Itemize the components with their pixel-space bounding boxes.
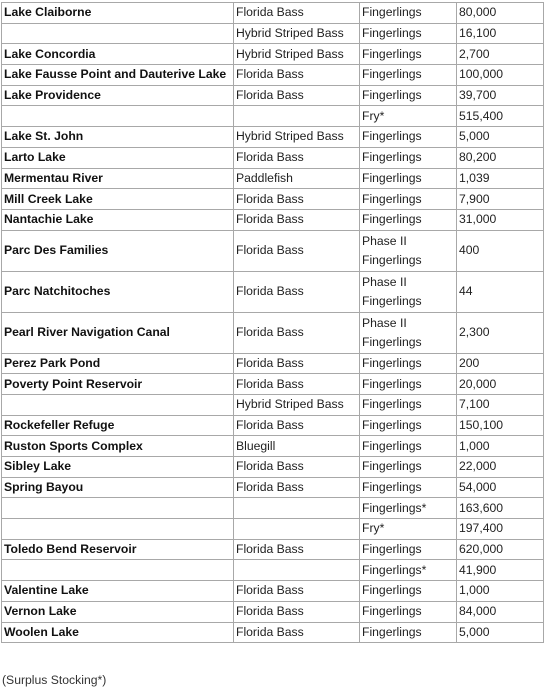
species-cell: Paddlefish	[234, 168, 360, 189]
species-cell: Florida Bass	[234, 147, 360, 168]
table-row	[2, 127, 544, 148]
number-cell: 515,400	[457, 106, 544, 127]
species-cell	[234, 498, 360, 519]
species-cell: Bluegill	[234, 436, 360, 457]
waterbody-cell: Lake Fausse Point and Dauterive Lake	[2, 65, 234, 86]
waterbody-cell: Larto Lake	[2, 147, 234, 168]
number-cell: 620,000	[457, 539, 544, 560]
species-cell	[234, 519, 360, 540]
number-cell: 163,600	[457, 498, 544, 519]
table-row	[2, 3, 544, 24]
number-cell: 44	[457, 271, 544, 312]
size-cell: Fingerlings	[360, 374, 457, 395]
number-cell: 1,000	[457, 581, 544, 602]
table-row	[2, 498, 544, 519]
waterbody-cell: Valentine Lake	[2, 581, 234, 602]
number-cell: 5,000	[457, 127, 544, 148]
table-row	[2, 457, 544, 478]
waterbody-cell: Perez Park Pond	[2, 353, 234, 374]
size-cell: Fingerlings	[360, 539, 457, 560]
species-cell: Hybrid Striped Bass	[234, 23, 360, 44]
number-cell: 400	[457, 230, 544, 271]
number-cell: 22,000	[457, 457, 544, 478]
size-cell: Fry*	[360, 106, 457, 127]
size-cell: Phase II Fingerlings	[360, 230, 457, 271]
species-cell	[234, 106, 360, 127]
species-cell: Florida Bass	[234, 415, 360, 436]
waterbody-cell: Sibley Lake	[2, 457, 234, 478]
size-cell: Fingerlings	[360, 581, 457, 602]
waterbody-cell: Poverty Point Reservoir	[2, 374, 234, 395]
stocking-table	[1, 2, 544, 643]
table-row	[2, 85, 544, 106]
species-cell: Florida Bass	[234, 271, 360, 312]
number-cell: 7,900	[457, 189, 544, 210]
size-cell: Fingerlings	[360, 127, 457, 148]
number-cell: 41,900	[457, 560, 544, 581]
waterbody-cell: Mill Creek Lake	[2, 189, 234, 210]
number-cell: 84,000	[457, 601, 544, 622]
number-cell: 197,400	[457, 519, 544, 540]
table-row	[2, 65, 544, 86]
waterbody-cell	[2, 394, 234, 415]
table-row	[2, 622, 544, 643]
waterbody-cell: Pearl River Navigation Canal	[2, 312, 234, 353]
table-row	[2, 519, 544, 540]
table-row	[2, 168, 544, 189]
table-row	[2, 539, 544, 560]
waterbody-cell: Lake St. John	[2, 127, 234, 148]
table-row	[2, 230, 544, 271]
waterbody-cell: Vernon Lake	[2, 601, 234, 622]
species-cell: Florida Bass	[234, 622, 360, 643]
number-cell: 100,000	[457, 65, 544, 86]
species-cell: Florida Bass	[234, 189, 360, 210]
waterbody-cell	[2, 23, 234, 44]
species-cell: Florida Bass	[234, 601, 360, 622]
waterbody-cell: Lake Concordia	[2, 44, 234, 65]
table-row	[2, 147, 544, 168]
waterbody-cell	[2, 106, 234, 127]
species-cell: Florida Bass	[234, 581, 360, 602]
number-cell: 7,100	[457, 394, 544, 415]
species-cell: Florida Bass	[234, 353, 360, 374]
waterbody-cell	[2, 498, 234, 519]
number-cell: 1,000	[457, 436, 544, 457]
species-cell: Hybrid Striped Bass	[234, 44, 360, 65]
size-cell: Fingerlings*	[360, 560, 457, 581]
size-cell: Fingerlings	[360, 3, 457, 24]
stocking-table-body	[2, 3, 544, 643]
waterbody-cell: Parc Des Families	[2, 230, 234, 271]
number-cell: 200	[457, 353, 544, 374]
waterbody-cell: Mermentau River	[2, 168, 234, 189]
waterbody-cell: Parc Natchitoches	[2, 271, 234, 312]
size-cell: Fry*	[360, 519, 457, 540]
species-cell: Florida Bass	[234, 457, 360, 478]
size-cell: Fingerlings	[360, 394, 457, 415]
species-cell	[234, 560, 360, 581]
size-cell: Fingerlings	[360, 65, 457, 86]
size-cell: Fingerlings	[360, 353, 457, 374]
table-row	[2, 106, 544, 127]
waterbody-cell: Lake Claiborne	[2, 3, 234, 24]
table-row	[2, 209, 544, 230]
number-cell: 2,300	[457, 312, 544, 353]
species-cell: Florida Bass	[234, 209, 360, 230]
table-row	[2, 374, 544, 395]
size-cell: Fingerlings	[360, 601, 457, 622]
waterbody-cell: Toledo Bend Reservoir	[2, 539, 234, 560]
number-cell: 5,000	[457, 622, 544, 643]
table-row	[2, 601, 544, 622]
table-row	[2, 271, 544, 312]
waterbody-cell: Nantachie Lake	[2, 209, 234, 230]
number-cell: 2,700	[457, 44, 544, 65]
size-cell: Fingerlings	[360, 85, 457, 106]
table-row	[2, 477, 544, 498]
table-row	[2, 189, 544, 210]
waterbody-cell: Ruston Sports Complex	[2, 436, 234, 457]
table-row	[2, 415, 544, 436]
species-cell: Florida Bass	[234, 477, 360, 498]
size-cell: Fingerlings*	[360, 498, 457, 519]
table-row	[2, 44, 544, 65]
table-row	[2, 23, 544, 44]
table-row	[2, 353, 544, 374]
table-row	[2, 436, 544, 457]
number-cell: 20,000	[457, 374, 544, 395]
size-cell: Phase II Fingerlings	[360, 312, 457, 353]
species-cell: Florida Bass	[234, 374, 360, 395]
table-row	[2, 394, 544, 415]
size-cell: Fingerlings	[360, 168, 457, 189]
size-cell: Fingerlings	[360, 622, 457, 643]
waterbody-cell: Lake Providence	[2, 85, 234, 106]
species-cell: Florida Bass	[234, 65, 360, 86]
species-cell: Florida Bass	[234, 3, 360, 24]
table-row	[2, 560, 544, 581]
number-cell: 54,000	[457, 477, 544, 498]
size-cell: Fingerlings	[360, 415, 457, 436]
size-cell: Fingerlings	[360, 44, 457, 65]
number-cell: 39,700	[457, 85, 544, 106]
species-cell: Florida Bass	[234, 312, 360, 353]
size-cell: Fingerlings	[360, 436, 457, 457]
species-cell: Florida Bass	[234, 539, 360, 560]
waterbody-cell: Spring Bayou	[2, 477, 234, 498]
size-cell: Fingerlings	[360, 477, 457, 498]
number-cell: 80,200	[457, 147, 544, 168]
species-cell: Florida Bass	[234, 85, 360, 106]
species-cell: Hybrid Striped Bass	[234, 127, 360, 148]
size-cell: Fingerlings	[360, 147, 457, 168]
waterbody-cell: Rockefeller Refuge	[2, 415, 234, 436]
table-row	[2, 312, 544, 353]
size-cell: Fingerlings	[360, 457, 457, 478]
waterbody-cell: Woolen Lake	[2, 622, 234, 643]
species-cell: Florida Bass	[234, 230, 360, 271]
size-cell: Fingerlings	[360, 23, 457, 44]
waterbody-cell	[2, 519, 234, 540]
waterbody-cell	[2, 560, 234, 581]
number-cell: 1,039	[457, 168, 544, 189]
number-cell: 31,000	[457, 209, 544, 230]
surplus-footnote: (Surplus Stocking*)	[2, 673, 107, 687]
size-cell: Phase II Fingerlings	[360, 271, 457, 312]
number-cell: 80,000	[457, 3, 544, 24]
table-row	[2, 581, 544, 602]
number-cell: 16,100	[457, 23, 544, 44]
size-cell: Fingerlings	[360, 189, 457, 210]
species-cell: Hybrid Striped Bass	[234, 394, 360, 415]
size-cell: Fingerlings	[360, 209, 457, 230]
number-cell: 150,100	[457, 415, 544, 436]
